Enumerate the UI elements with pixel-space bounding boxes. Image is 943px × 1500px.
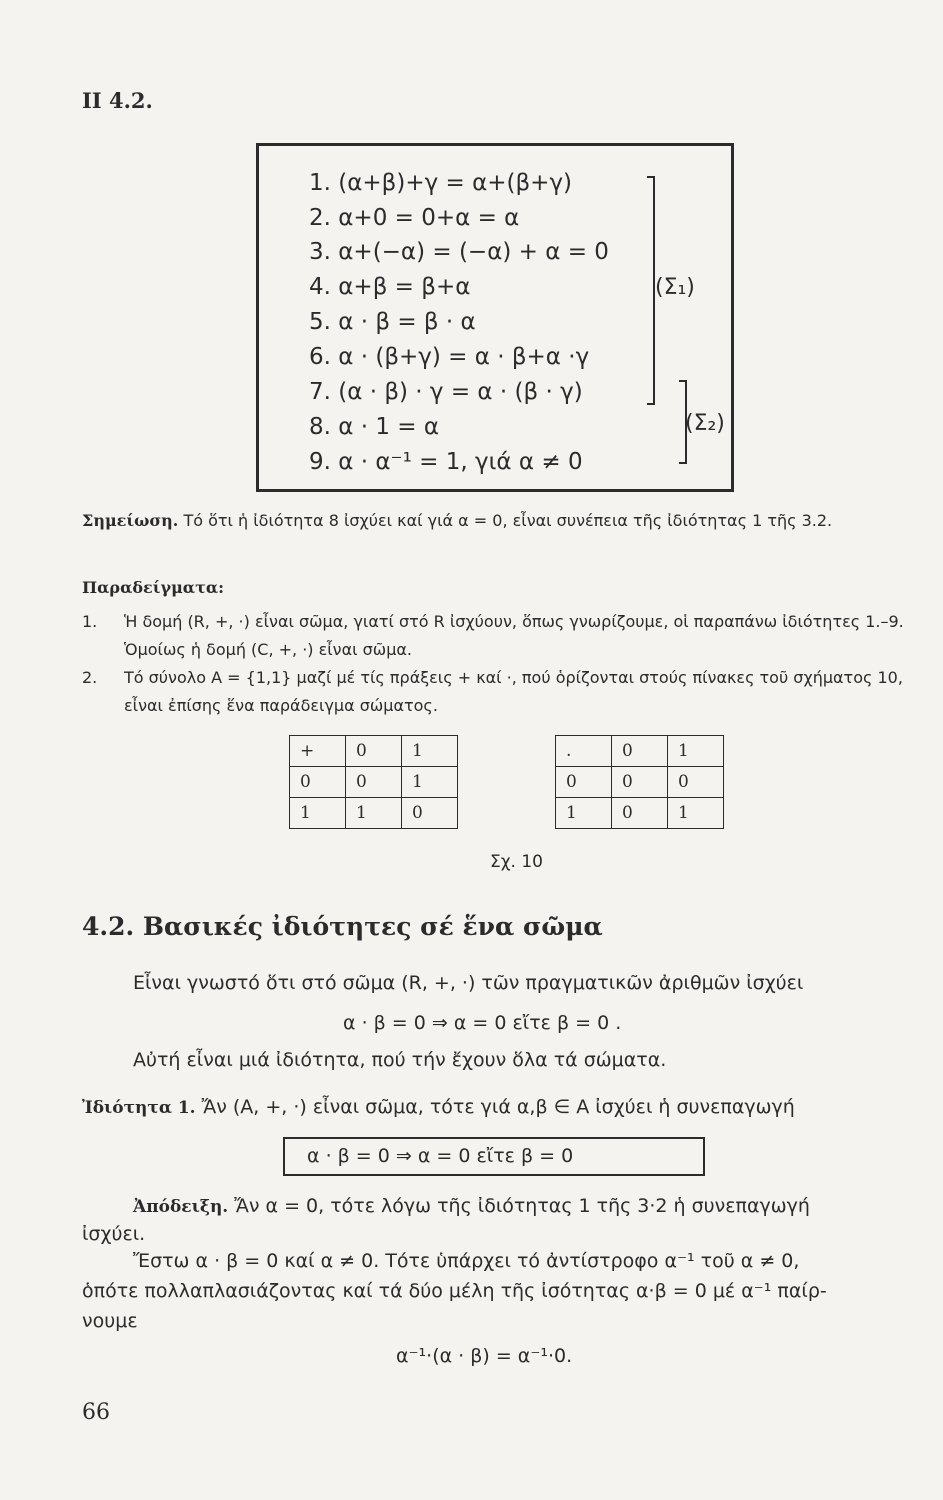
example-number: 2. [82,668,98,687]
property-label: Ἰδιότητα 1. [82,1098,196,1118]
brace-label-sigma2: (Σ₂) [685,411,725,436]
table-cell: . [556,736,612,767]
property-statement [82,1096,795,1118]
property-line: 2. α+0 = 0+α = α [309,205,520,231]
note-paragraph [82,508,912,534]
property-line: 6. α · (β+γ) = α · β+α ·γ [309,344,590,370]
table-row [290,767,458,798]
body-paragraph: Ἔστω α · β = 0 καί α ≠ 0. Τότε ὑπάρχει τό ἀντίστροφο α⁻¹ τοῦ α ≠ 0, [133,1250,800,1272]
examples-title: Παραδείγματα: [82,578,225,597]
property-line: 5. α · β = β · α [309,309,476,335]
table-row [290,736,458,767]
properties-box [256,143,734,492]
table-cell: 1 [556,798,612,829]
table-row [556,767,724,798]
multiplication-table [555,735,724,829]
section-reference: II 4.2. [82,88,153,113]
note-label: Σημείωση. [82,511,179,530]
table-cell: 0 [402,798,458,829]
body-paragraph: ὁπότε πολλαπλασιάζοντας καί τά δύο μέλη τῆς ἰσότητας α·β = 0 μέ α⁻¹ παίρ- [82,1280,827,1302]
brace-sigma1 [647,176,655,405]
table-cell: 0 [612,767,668,798]
table-cell: + [290,736,346,767]
property-line: 1. (α+β)+γ = α+(β+γ) [309,170,573,196]
table-cell: 1 [346,798,402,829]
body-paragraph: Αὐτή εἶναι μιά ἰδιότητα, πού τήν ἔχουν ὅλα τά σώματα. [133,1049,667,1071]
example-number: 1. [82,612,98,631]
brace-label-sigma1: (Σ₁) [655,275,695,300]
equation-line: α · β = 0 ⇒ α = 0 εἴτε β = 0 . [343,1012,622,1034]
property-line: 3. α+(−α) = (−α) + α = 0 [309,239,609,265]
table-cell: 0 [556,767,612,798]
property-line: 4. α+β = β+α [309,274,471,300]
equation-line: α⁻¹·(α · β) = α⁻¹·0. [396,1345,573,1367]
property-line: 9. α · α⁻¹ = 1, γιά α ≠ 0 [309,449,583,475]
table-cell: 1 [402,767,458,798]
body-paragraph: Εἶναι γνωστό ὅτι στό σῶμα (R, +, ·) τῶν πραγματικῶν ἀριθμῶν ἰσχύει [133,972,804,994]
body-paragraph: ἰσχύει. [82,1223,146,1245]
table-cell: 1 [668,736,724,767]
note-text: Τό ὅτι ἡ ἰδιότητα 8 ἰσχύει καί γιά α = 0, εἶναι συνέπεια τῆς ἰδιότητας 1 τῆς 3.2. [178,511,833,530]
table-cell: 0 [290,767,346,798]
table-cell: 0 [346,767,402,798]
page-number: 66 [82,1400,110,1425]
proof-text: Ἄν α = 0, τότε λόγω τῆς ἰδιότητας 1 τῆς 3·2 ἡ συνεπαγωγή [228,1195,810,1217]
table-cell: 1 [402,736,458,767]
table-cell: 0 [668,767,724,798]
figure-caption: Σχ. 10 [490,852,544,872]
example-item [82,608,912,664]
property-line: 7. (α · β) · γ = α · (β · γ) [309,379,583,405]
example-item [82,664,912,720]
body-paragraph: νουμε [82,1310,138,1332]
table-cell: 0 [346,736,402,767]
implication-box: α · β = 0 ⇒ α = 0 εἴτε β = 0 [283,1137,705,1176]
proof-label: Ἀπόδειξη. [133,1197,229,1217]
property-line: 8. α · 1 = α [309,414,440,440]
property-text: Ἄν (Α, +, ·) εἶναι σῶμα, τότε γιά α,β ∈ Α ἰσχύει ἡ συνεπαγωγή [195,1096,795,1118]
table-cell: 1 [668,798,724,829]
table-cell: 1 [290,798,346,829]
table-cell: 0 [612,798,668,829]
section-heading: 4.2. Βασικές ἰδιότητες σέ ἕνα σῶμα [82,912,603,941]
proof-statement [133,1195,810,1217]
table-row [556,736,724,767]
example-text: Τό σύνολο Α = {1,1} μαζί μέ τίς πράξεις + καί ·, πού ὁρίζονται στούς πίνακες τοῦ σχήματος 10, εἶναι ἐπίσης ἕνα παράδειγμα σώματος. [124,668,903,715]
table-row [290,798,458,829]
addition-table [289,735,458,829]
table-row [556,798,724,829]
table-cell: 0 [612,736,668,767]
example-text: Ἡ δομή (R, +, ·) εἶναι σῶμα, γιατί στό R ἰσχύουν, ὅπως γνωρίζουμε, οἱ παραπάνω ἰδιότητες 1.–9. Ὁμοίως ἡ δομή (C, +, ·) εἶναι σῶμα. [124,612,904,659]
